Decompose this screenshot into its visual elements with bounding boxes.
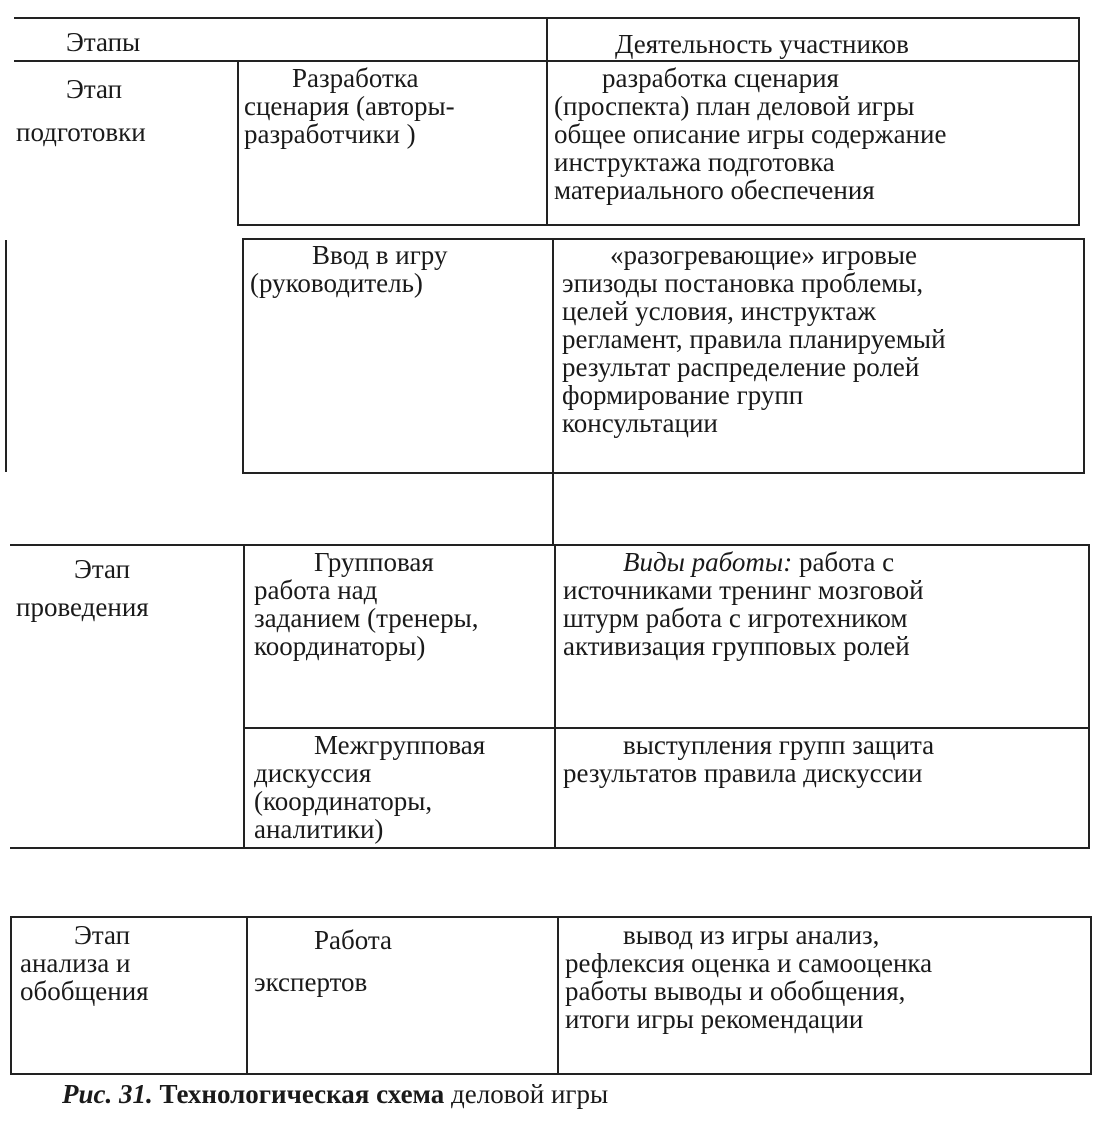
- role-experts-line1: Работа: [314, 925, 392, 955]
- activity-group-work-text: работа с источниками тренинг мозговой штурм работа с игротехником активизация групповых ролей: [563, 547, 924, 661]
- rule: [557, 916, 559, 1075]
- rule: [10, 847, 1090, 849]
- activity-scenario-dev: разработка сценария (проспекта) план деловой игры общее описание игры содержание инструктажа подготовка материального обеспечения: [554, 63, 947, 205]
- role-scenario-dev: Разработка сценария (авторы- разработчики ): [244, 63, 455, 149]
- rule: [1078, 17, 1080, 226]
- rule: [1088, 544, 1090, 849]
- activity-group-work: [563, 548, 1083, 660]
- rule: [1090, 916, 1092, 1075]
- caption-label: Рис. 31.: [62, 1079, 153, 1109]
- rule: [554, 544, 556, 849]
- role-intergroup-discussion: Межгрупповая дискуссия (координаторы, аналитики): [254, 730, 486, 844]
- rule: [552, 238, 554, 544]
- activity-kinds-label: Виды работы:: [623, 547, 793, 577]
- rule: [242, 238, 244, 474]
- rule: [243, 544, 245, 849]
- stage-analysis-label: Этап анализа и обобщения: [20, 920, 149, 1006]
- rule: [5, 240, 7, 472]
- activity-game-intro: «разогревающие» игровые эпизоды постановка проблемы, целей условия, инструктаж регламент, правила планируемый результат распределение ролей формирование групп консультации: [562, 240, 946, 438]
- caption-bold: Технологическая схема: [159, 1079, 445, 1109]
- activity-experts: вывод из игры анализ, рефлексия оценка и самооценка работы выводы и обобщения, итоги игры рекомендации: [565, 920, 933, 1034]
- activity-intergroup-discussion: выступления групп защита результатов правила дискуссии: [563, 730, 935, 788]
- caption-rest: деловой игры: [444, 1079, 609, 1109]
- rule: [1083, 238, 1085, 474]
- rule: [10, 916, 1092, 918]
- role-group-work: Групповая работа над заданием (тренеры, координаторы): [254, 547, 479, 661]
- rule: [546, 17, 548, 226]
- rule: [10, 1073, 1092, 1075]
- role-game-intro: Ввод в игру (руководитель): [250, 240, 448, 298]
- rule: [246, 916, 248, 1075]
- rule: [237, 224, 1080, 226]
- header-stages: Этапы: [66, 27, 141, 57]
- rule: [10, 916, 12, 1075]
- figure-caption: [62, 1079, 608, 1109]
- role-experts-line2: экспертов: [254, 967, 368, 997]
- rule: [242, 472, 1085, 474]
- header-activity: Деятельность участников: [615, 29, 909, 59]
- rule: [237, 60, 239, 226]
- stage-conduct-label: Этап проведения: [16, 554, 149, 622]
- rule: [243, 727, 1090, 729]
- stage-prep-label: Этап подготовки: [16, 74, 146, 147]
- rule: [10, 544, 1090, 546]
